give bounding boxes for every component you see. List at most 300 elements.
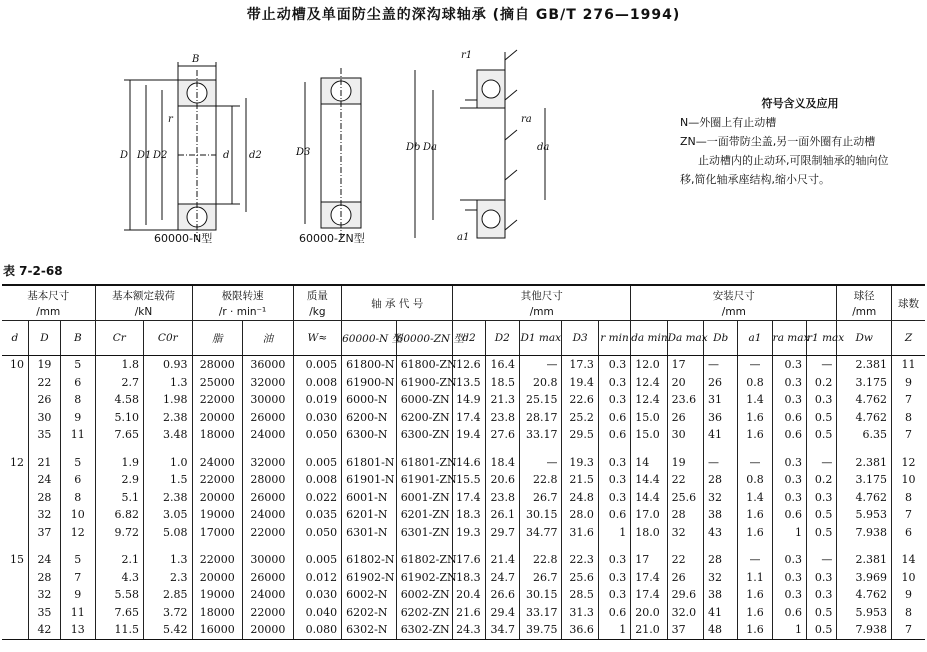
table-cell: 2.381 [837,356,892,374]
table-cell: 3.48 [144,426,193,444]
table-cell: 0.008 [293,374,342,392]
table-cell: 41 [703,426,737,444]
table-cell: 29.4 [485,604,519,622]
table-cell: 20 [667,374,703,392]
notes-line: 移,简化轴承座结构,缩小尺寸。 [680,173,830,186]
table-cell: 2.7 [95,374,144,392]
table-cell: 1.98 [144,391,193,409]
table-cell: 22 [28,374,60,392]
col-header: Z [891,321,925,356]
table-cell: — [807,356,837,374]
table-cell: 6.82 [95,506,144,524]
table-row [2,391,925,409]
table-title: 表 7-2-68 [3,264,63,278]
empty-cell [598,541,630,551]
table-cell: 31.3 [562,604,598,622]
col-header: d [2,321,28,356]
table-cell: 6002-N [342,586,397,604]
table-cell: 0.3 [772,489,806,507]
table-cell: 61800-ZN [396,356,453,374]
table-cell: 5.953 [837,506,892,524]
table-cell: 8 [891,489,925,507]
empty-cell [485,444,519,454]
table-cell: 1 [772,524,806,542]
table-cell: 0.3 [598,569,630,587]
table-cell: 0.3 [598,551,630,569]
hdr-other-unit: /mm [453,304,631,321]
table-cell: 24000 [243,586,294,604]
table-cell: 0.3 [772,551,806,569]
table-cell: 6300-ZN [396,426,453,444]
table-cell: 16.4 [485,356,519,374]
table-cell: 4.3 [95,569,144,587]
empty-cell [342,541,397,551]
empty-cell [738,541,772,551]
table-cell: 19000 [192,586,243,604]
table-cell [2,471,28,489]
table-cell: 28.17 [520,409,562,427]
notes-heading: 符号含义及应用 [761,97,839,110]
table-cell: 22 [667,551,703,569]
table-cell: 5.08 [144,524,193,542]
table-cell: 4.762 [837,489,892,507]
table-cell: — [703,356,737,374]
table-cell: 8 [61,391,95,409]
empty-cell [807,444,837,454]
table-cell: 33.17 [520,426,562,444]
table-cell: 0.93 [144,356,193,374]
empty-cell [485,541,519,551]
table-cell: 6.35 [837,426,892,444]
empty-cell [667,541,703,551]
notes-line: ZN—一面带防尘盖,另一面外圈有止动槽 [680,135,876,148]
table-cell: 0.8 [738,374,772,392]
symbol-notes [680,94,920,189]
table-cell: 61902-N [342,569,397,587]
table-cell: 1.3 [144,374,193,392]
table-cell: 28.0 [562,506,598,524]
table-cell: 0.005 [293,551,342,569]
table-cell: 17.6 [453,551,485,569]
table-cell: 26 [28,391,60,409]
table-cell: 13.5 [453,374,485,392]
col-header: W≈ [293,321,342,356]
table-cell: 2.381 [837,551,892,569]
table-cell [2,621,28,639]
table-cell: 9 [61,409,95,427]
table-cell: — [807,551,837,569]
table-row [2,471,925,489]
table-cell: 11 [891,356,925,374]
table-cell: 7.938 [837,524,892,542]
table-cell: 2.85 [144,586,193,604]
table-row [2,586,925,604]
table-cell: 6000-ZN [396,391,453,409]
col-header: Dw [837,321,892,356]
table-cell: 8 [891,409,925,427]
empty-cell [342,444,397,454]
table-cell: 61801-N [342,454,397,472]
table-cell: 32 [703,569,737,587]
table-cell: 17000 [192,524,243,542]
table-cell: 28 [28,489,60,507]
empty-cell [837,444,892,454]
table-cell: 14.9 [453,391,485,409]
table-cell: 61800-N [342,356,397,374]
table-cell: 0.012 [293,569,342,587]
table-cell: 7.65 [95,604,144,622]
table-cell: 9 [891,374,925,392]
table-cell: 17 [667,356,703,374]
table-cell: 7.65 [95,426,144,444]
notes-line: 止动槽内的止动环,可限制轴承的轴向位 [698,154,889,167]
table-cell: 31.6 [562,524,598,542]
table-cell: 11 [61,426,95,444]
table-cell: 3.72 [144,604,193,622]
table-cell: 5.1 [95,489,144,507]
table-cell: 6000-N [342,391,397,409]
table-cell: 32.0 [667,604,703,622]
col-header: 油 [243,321,294,356]
table-cell: 0.5 [807,409,837,427]
col-header: Da max [667,321,703,356]
table-cell: 29.6 [667,586,703,604]
col-header: da min [631,321,667,356]
table-cell: 0.3 [598,586,630,604]
table-cell: 0.030 [293,586,342,604]
hdr-ball-num: 球数 [891,285,925,321]
table-cell: 12.4 [631,391,667,409]
table-cell: 5.58 [95,586,144,604]
bearing-n-drawing [110,40,270,250]
table-cell: 0.3 [598,489,630,507]
label-r1: r1 [461,50,473,61]
empty-cell [28,444,60,454]
empty-cell [61,541,95,551]
empty-cell [598,444,630,454]
col-header: D3 [562,321,598,356]
table-cell: 41 [703,604,737,622]
table-cell: 15.0 [631,409,667,427]
table-cell: 6301-ZN [396,524,453,542]
table-cell: 19.3 [453,524,485,542]
table-cell: 25.15 [520,391,562,409]
table-cell: 22000 [243,524,294,542]
table-cell: — [738,551,772,569]
table-cell: 0.3 [772,569,806,587]
table-cell: 13 [61,621,95,639]
empty-cell [28,541,60,551]
table-cell: — [738,356,772,374]
table-cell: 12.0 [631,356,667,374]
table-cell: 0.3 [807,391,837,409]
table-cell [2,374,28,392]
table-row [2,569,925,587]
table-cell: 23.6 [667,391,703,409]
table-cell: 17.4 [631,586,667,604]
table-cell: 12.6 [453,356,485,374]
table-cell: 24.8 [562,489,598,507]
table-cell: 19 [28,356,60,374]
table-cell: 0.050 [293,524,342,542]
table-cell: 0.019 [293,391,342,409]
table-cell: 14.4 [631,489,667,507]
table-row [2,621,925,639]
table-cell: 21.3 [485,391,519,409]
table-cell: 7 [61,569,95,587]
col-header: Cr [95,321,144,356]
table-cell: 5.42 [144,621,193,639]
table-cell: 0.035 [293,506,342,524]
hdr-basic-dim: 基本尺寸 [2,285,95,304]
empty-cell [396,541,453,551]
col-header: D1 max [520,321,562,356]
table-cell: 24000 [192,454,243,472]
table-cell: 0.5 [807,621,837,639]
table-cell: 61902-ZN [396,569,453,587]
table-cell: 20000 [192,569,243,587]
table-cell: 48 [703,621,737,639]
table-cell: 0.3 [598,454,630,472]
table-cell: 28 [703,471,737,489]
table-cell: 36.6 [562,621,598,639]
table-cell: 9.72 [95,524,144,542]
table-cell: 22000 [192,391,243,409]
col-header: Db [703,321,737,356]
table-cell: 18000 [192,426,243,444]
table-cell: 30.15 [520,586,562,604]
table-cell: 19 [667,454,703,472]
empty-cell [2,541,28,551]
table-cell: 10 [891,569,925,587]
table-cell: 38 [703,506,737,524]
table-cell: 6202-N [342,604,397,622]
empty-cell [243,444,294,454]
table-row [2,489,925,507]
table-cell: 11 [61,604,95,622]
table-cell: 0.5 [807,506,837,524]
table-cell: 21.5 [562,471,598,489]
table-cell: 0.008 [293,471,342,489]
hdr-mass-unit: /kg [293,304,342,321]
empty-cell [520,444,562,454]
table-cell: 22000 [243,604,294,622]
label-Da: Da [423,142,437,153]
table-cell: 6301-N [342,524,397,542]
table-cell: 20.4 [453,586,485,604]
table-cell: 33.17 [520,604,562,622]
table-cell: 0.3 [598,391,630,409]
table-cell: 14.6 [453,454,485,472]
table-cell: 3.175 [837,374,892,392]
col-header: r1 max [807,321,837,356]
table-cell: 21 [28,454,60,472]
table-cell: 18.3 [453,506,485,524]
empty-cell [837,541,892,551]
hdr-ball-dia: 球径 [837,285,892,304]
table-cell: 20000 [192,409,243,427]
table-cell: 28 [28,569,60,587]
table-cell: — [807,454,837,472]
table-cell: 15.5 [453,471,485,489]
col-header: 60000-ZN 型 [396,321,453,356]
col-header: D [28,321,60,356]
table-cell: 1.6 [738,409,772,427]
hdr-install-unit: /mm [631,304,837,321]
table-cell: 0.3 [807,586,837,604]
table-cell: 5.953 [837,604,892,622]
label-ra: ra [521,114,532,125]
notes-line: N—外圈上有止动槽 [680,116,777,129]
table-cell: 10 [10,358,24,372]
table-cell: 18000 [192,604,243,622]
table-cell: 17.0 [631,506,667,524]
table-cell: 20.0 [631,604,667,622]
table-cell: 6 [61,374,95,392]
table-cell: 3.05 [144,506,193,524]
bearing-table [2,284,925,640]
table-cell: 1.5 [144,471,193,489]
caption-60000-zn: 60000-ZN型 [299,232,365,245]
empty-cell [520,541,562,551]
empty-cell [562,444,598,454]
label-D3: D3 [296,147,311,158]
empty-cell [667,444,703,454]
table-cell: 6201-N [342,506,397,524]
table-cell: 30000 [243,391,294,409]
col-header: ra max [772,321,806,356]
table-cell: 17 [631,551,667,569]
table-cell: 1 [772,621,806,639]
table-cell: 25000 [192,374,243,392]
table-cell: 0.080 [293,621,342,639]
table-cell: 7 [891,426,925,444]
empty-cell [293,541,342,551]
table-cell: 61801-ZN [396,454,453,472]
empty-cell [396,444,453,454]
empty-cell [891,541,925,551]
table-cell: 14 [631,454,667,472]
table-cell: 6200-N [342,409,397,427]
table-cell: 0.040 [293,604,342,622]
empty-cell [293,444,342,454]
table-cell [2,569,28,587]
table-cell: 5.10 [95,409,144,427]
table-cell: 1 [598,524,630,542]
table-cell: 6200-ZN [396,409,453,427]
table-cell: 26.6 [485,586,519,604]
table-cell: 1.6 [738,524,772,542]
col-header: d2 [453,321,485,356]
table-cell: 0.6 [772,409,806,427]
table-cell: 0.6 [598,506,630,524]
table-cell: 0.050 [293,426,342,444]
table-cell: 15.0 [631,426,667,444]
table-cell: 5 [61,551,95,569]
table-cell: 0.3 [772,471,806,489]
label-a1: a1 [457,232,470,243]
table-cell: 6202-ZN [396,604,453,622]
empty-cell [144,541,193,551]
hdr-basic-dim-unit: /mm [36,306,61,318]
empty-cell [95,444,144,454]
table-cell: 19000 [192,506,243,524]
table-cell: 9 [61,586,95,604]
table-cell: 1.4 [738,489,772,507]
col-header: D2 [485,321,519,356]
empty-cell [61,444,95,454]
table-cell: 7 [891,391,925,409]
table-cell: 5 [61,454,95,472]
table-cell: — [738,454,772,472]
table-cell: 18.4 [485,454,519,472]
table-cell: 29.5 [562,426,598,444]
table-cell: 16000 [192,621,243,639]
table-cell: 28.5 [562,586,598,604]
table-cell: 22.6 [562,391,598,409]
hdr-ball-dia-unit: /mm [837,304,892,321]
table-cell: 61900-ZN [396,374,453,392]
table-cell: 21.0 [631,621,667,639]
table-cell: 31 [703,391,737,409]
table-cell: 37 [28,524,60,542]
table-cell: 29.7 [485,524,519,542]
table-cell: — [520,454,562,472]
table-cell: 26 [703,374,737,392]
label-Db: Db [406,142,421,153]
table-cell [2,586,28,604]
label-B: B [192,54,200,65]
table-cell: 19.4 [562,374,598,392]
col-header: r min [598,321,630,356]
table-row [2,604,925,622]
table-cell: 6302-N [342,621,397,639]
table-cell: 1 [598,621,630,639]
table-cell: 6001-N [342,489,397,507]
table-cell: 0.3 [807,569,837,587]
table-cell: 27.6 [485,426,519,444]
table-cell: 3.175 [837,471,892,489]
table-cell: 0.005 [293,356,342,374]
table-cell: 2.38 [144,489,193,507]
table-cell: 14 [891,551,925,569]
table-cell: 0.5 [807,604,837,622]
table-cell: 0.6 [598,604,630,622]
empty-cell [891,444,925,454]
table-cell: 22.3 [562,551,598,569]
empty-cell [631,444,667,454]
table-cell: 0.5 [807,426,837,444]
table-cell: 0.3 [598,471,630,489]
group-gap [2,444,925,454]
table-cell: 1.1 [738,569,772,587]
table-cell: 2.381 [837,454,892,472]
table-cell: 1.4 [738,391,772,409]
table-cell: 0.3 [772,374,806,392]
table-cell: 30 [667,426,703,444]
table-row [2,356,925,374]
table-cell: 12 [61,524,95,542]
table-cell: 1.3 [144,551,193,569]
table-cell: 18.3 [453,569,485,587]
hdr-speed-unit: /r · min⁻¹ [192,304,293,321]
table-cell: 17.3 [562,356,598,374]
empty-cell [631,541,667,551]
table-cell: 4.762 [837,391,892,409]
table-cell: 24000 [243,506,294,524]
empty-cell [453,541,485,551]
table-cell: 32 [667,524,703,542]
